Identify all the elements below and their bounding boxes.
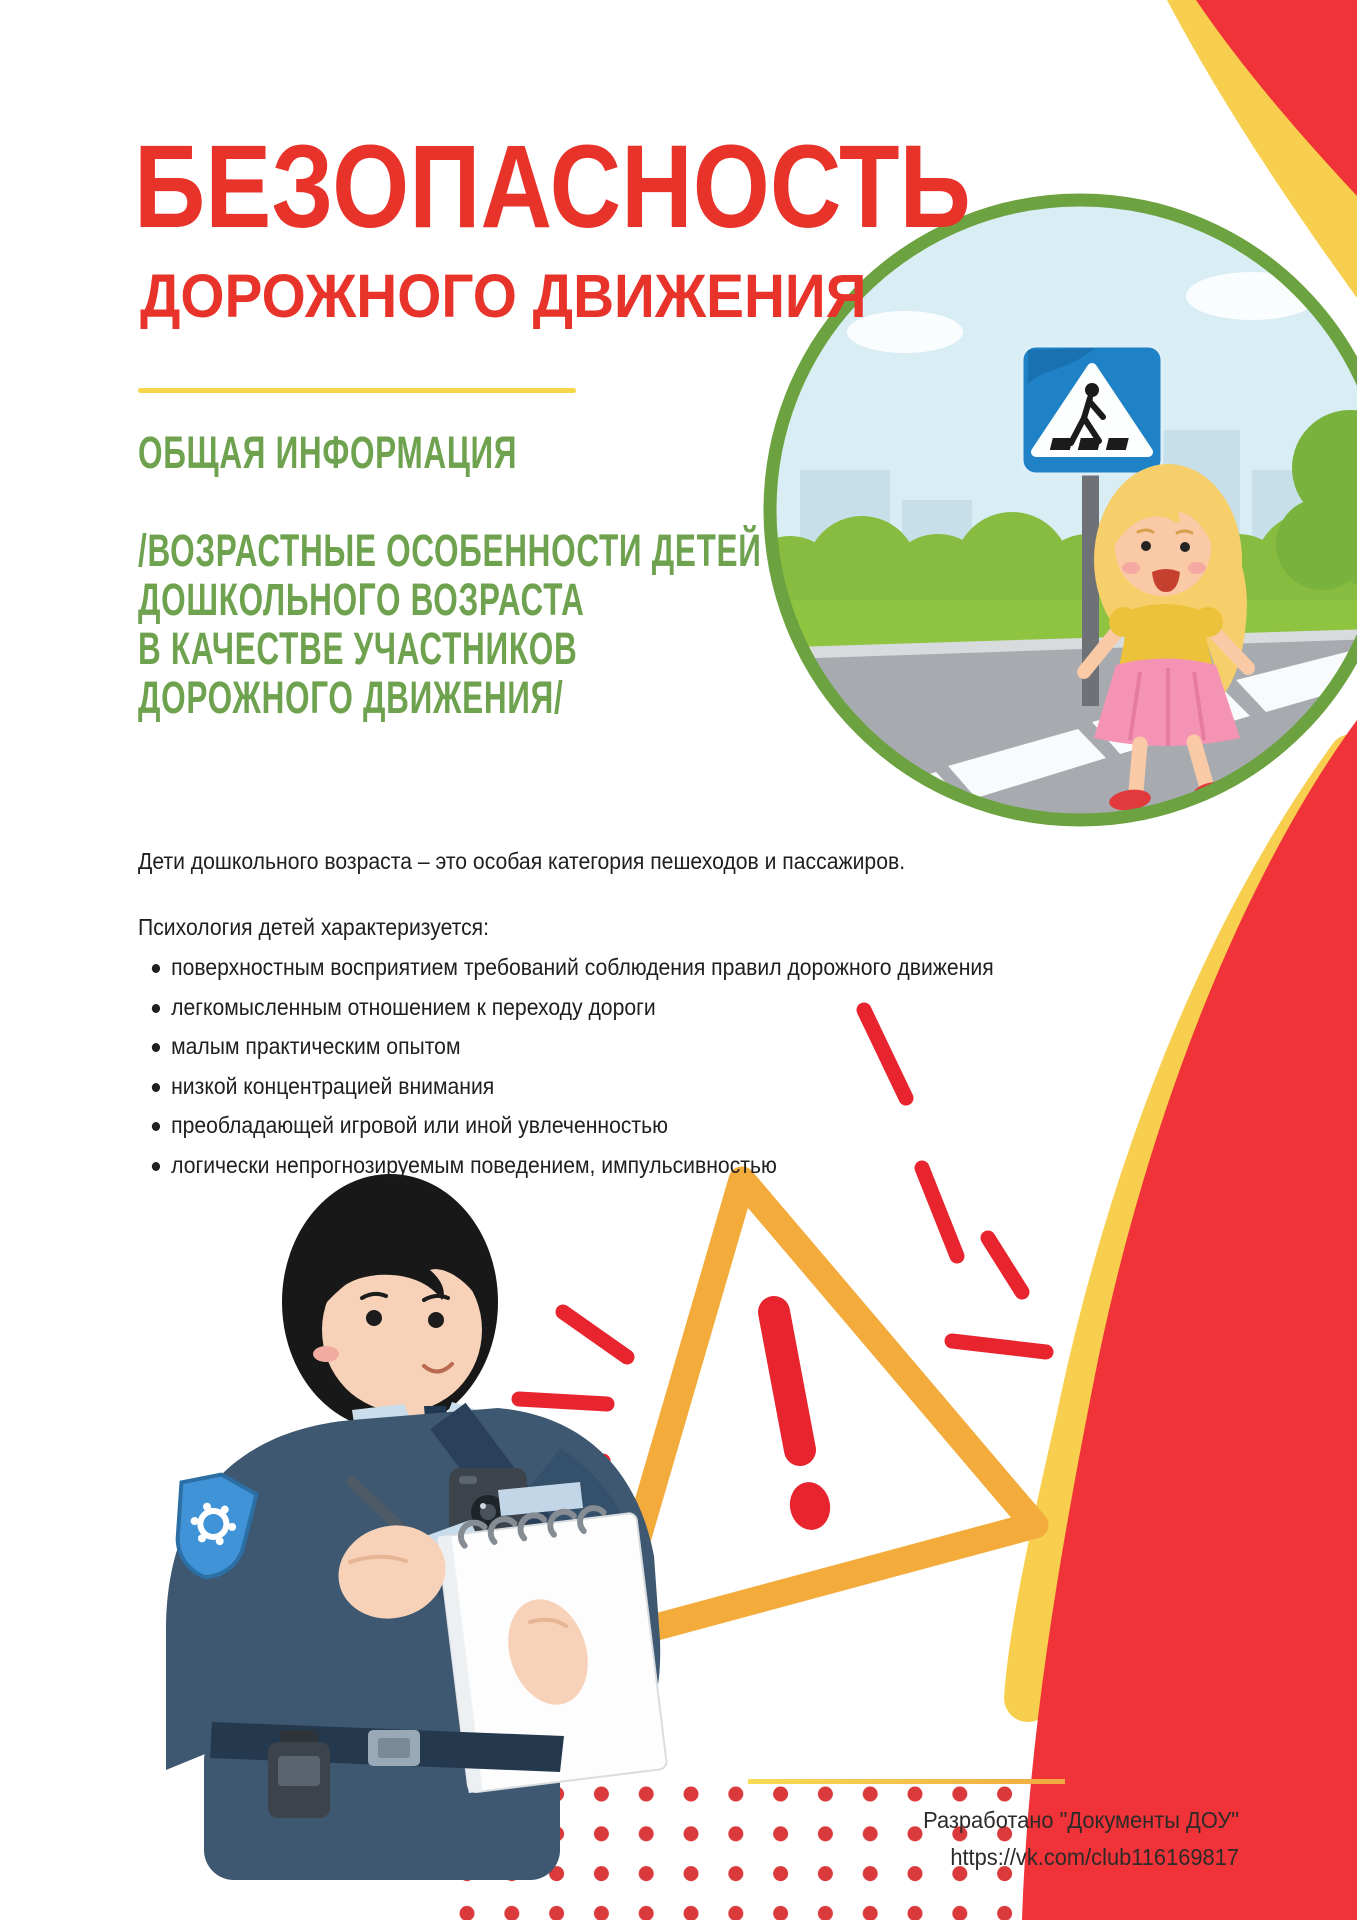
bullet-text: логически непрогнозируемым поведением, импульсивностью [171, 1151, 777, 1178]
bullet-text: низкой концентрацией внимания [171, 1072, 495, 1099]
footer-url: https://vk.com/club116169817 [950, 1844, 1239, 1870]
side-accent [1022, 720, 1357, 1920]
bullet-text: поверхностным восприятием требований соблюдения правил дорожного движения [171, 954, 994, 980]
bullet-item [138, 988, 994, 1028]
pedestrian-crossing-sign [1022, 346, 1162, 474]
warning-triangle-outline [608, 1180, 1035, 1640]
radio-device [268, 1730, 330, 1818]
bullet-text: преобладающей игровой или иной увлеченностью [171, 1112, 669, 1138]
bullet-item [138, 948, 994, 988]
topic-heading [138, 526, 762, 722]
bullet-item [138, 1146, 994, 1186]
section-heading: ОБЩАЯ ИНФОРМАЦИЯ [138, 427, 518, 478]
intro-paragraph: Дети дошкольного возраста – это особая категория пешеходов и пассажиров. [138, 848, 906, 874]
footer-divider-line [748, 1779, 1065, 1784]
topic-line: В КАЧЕСТВЕ УЧАСТНИКОВ [138, 623, 578, 674]
poster-subtitle: ДОРОЖНОГО ДВИЖЕНИЯ [140, 262, 867, 330]
list-title: Психология детей характеризуется: [138, 914, 490, 940]
bullet-text: легкомысленным отношением к переходу дороги [171, 993, 656, 1020]
psychology-bullet-list [138, 948, 994, 1185]
footer-credit-line: Разработано "Документы ДОУ" [923, 1807, 1239, 1833]
topic-line: ДОРОЖНОГО ДВИЖЕНИЯ/ [138, 672, 564, 723]
bullet-item [138, 1067, 994, 1107]
bullet-item [138, 1027, 994, 1067]
bullet-text: малым практическим опытом [171, 1033, 461, 1059]
topic-line: ДОШКОЛЬНОГО ВОЗРАСТА [138, 574, 585, 625]
poster-title: БЕЗОПАСНОСТЬ [134, 121, 971, 253]
topic-line: /ВОЗРАСТНЫЕ ОСОБЕННОСТИ ДЕТЕЙ [138, 525, 762, 576]
footer-credit [802, 1802, 1239, 1876]
title-underline [138, 388, 576, 393]
exclamation-mark-icon [774, 1312, 834, 1533]
police-officer-illustration [166, 1174, 667, 1880]
bullet-item [138, 1106, 994, 1146]
sign-zebra-bars [1050, 438, 1129, 450]
